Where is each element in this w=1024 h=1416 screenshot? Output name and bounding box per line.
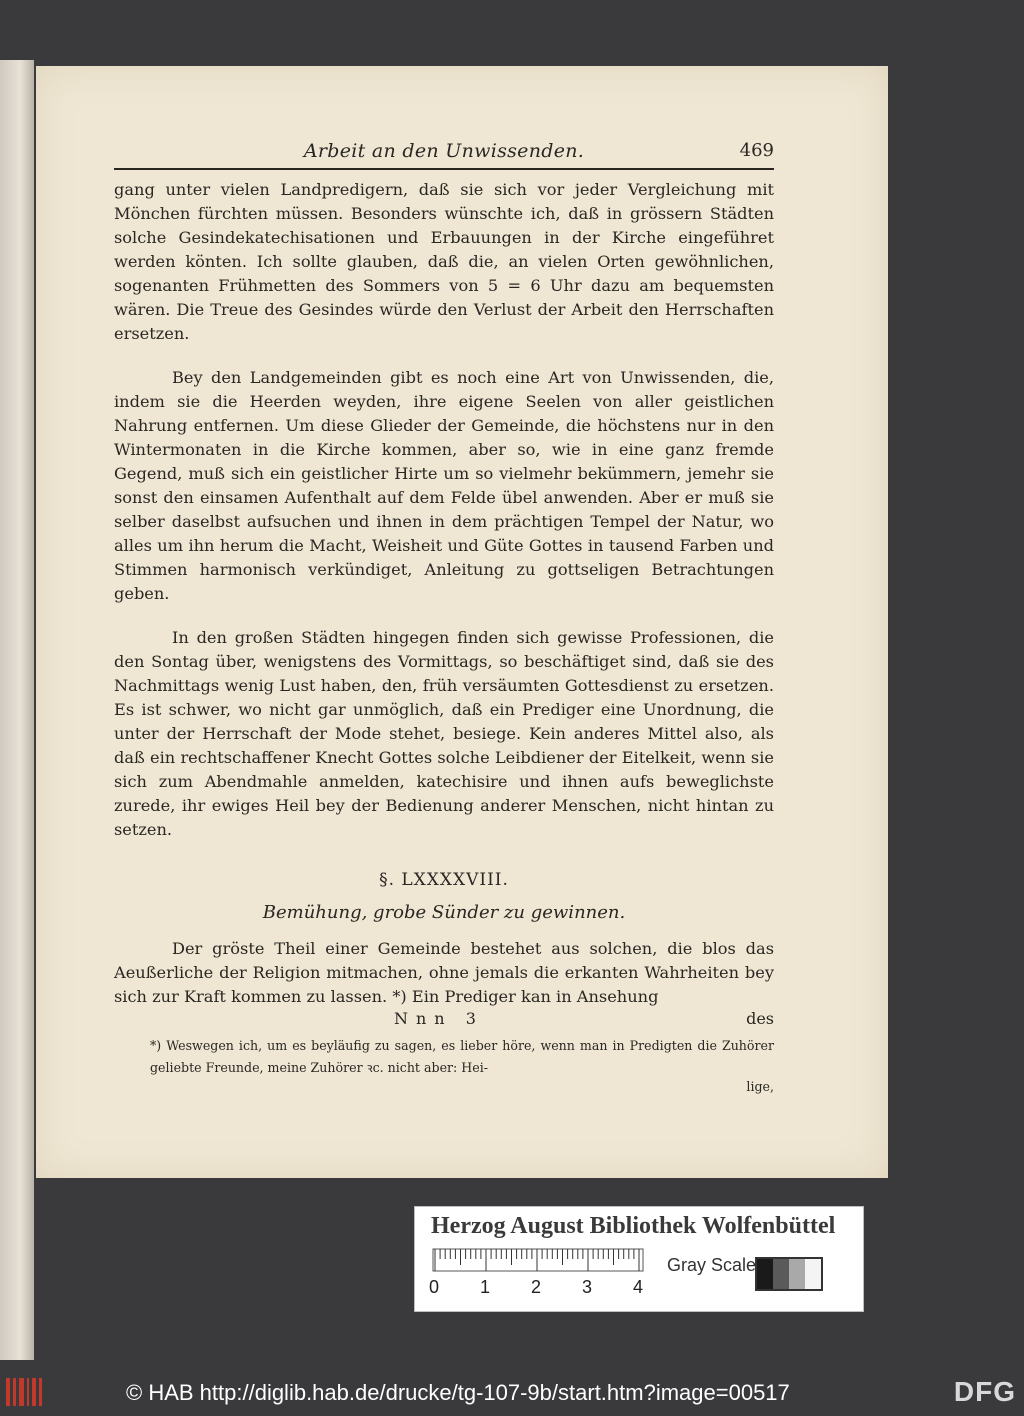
paragraph-continuation: gang unter vielen Landpredigern, daß sie sich vor jeder Vergleichung mit Mönchen fürchten müssen. Besonders wünschte ich, daß in grössern Städten solche Gesindekatechisationen und Erbauungen in der Kirche eingeführet werden könten. Ich sollte glauben, daß die, an vielen Orten gewöhnlichen, sogenanten Frühmetten des Sommers von 5 = 6 Uhr dazu am bequemsten wären. Die Treue des Gesindes würde den Verlust der Arbeit den Herrschaften ersetzen.	[114, 180, 774, 343]
scale-number: 4	[633, 1277, 644, 1297]
signature-line	[114, 1009, 774, 1033]
footnote: *) Weswegen ich, um es beyläufig zu sagen, es lieber höre, wenn man in Predigten die Zuhörer geliebte Freunde, meine Zuhörer ꝛc. nicht aber: Hei-	[150, 1038, 774, 1075]
paragraph-landgemeinden: Bey den Landgemeinden gibt es noch eine Art von Unwissenden, die, indem sie die Heerden weyden, ihre eigene Seelen von aller geistlichen Nahrung entfernen. Um diese Glieder der Gemeinde, die höchstens nur in den Wintermonaten in die Kirche kommen, aber so, wie in eine ganz fremde Gegend, muß sich ein geistlicher Hirte um so vielmehr bekümmern, jemehr sie sonst den einsamen Aufenthalt auf dem Felde übel anwenden. Aber er muß sie selber daselbst aufsuchen und ihnen in dem prächtigen Tempel der Natur, wo alles um ihn herum die Macht, Weisheit und Güte Gottes in tausend Farben und Stimmen harmonisch verkündiget, Anleitung zu gottseligen Betrachtungen geben.	[114, 368, 774, 603]
footer-copyright: © HAB http://diglib.hab.de/drucke/tg-107-9b/start.htm?image=00517	[126, 1380, 790, 1405]
ruler-scale	[429, 1249, 663, 1309]
page-header	[114, 140, 774, 170]
library-name: Herzog August Bibliothek Wolfenbüttel	[431, 1213, 836, 1239]
gray-swatch-cell	[773, 1259, 789, 1289]
catchword: des	[746, 1009, 774, 1028]
barcode-logo-icon	[6, 1378, 116, 1406]
running-title: Arbeit an den Unwissenden.	[303, 140, 585, 162]
signature-mark: Nnn 3	[394, 1009, 484, 1028]
page-text-block	[114, 140, 774, 1094]
paragraph-staedten: In den großen Städten hingegen finden sich gewisse Professionen, die den Sontag über, wenigstens des Vormittags, so beschäftiget sind, daß sie des Nachmittags wenig Lust haben, den, früh versäumten Gottesdienst zu ersetzen. Es ist schwer, wo nicht gar unmöglich, daß ein Prediger eine Unordnung, die unter der Herrschaft der Mode stehet, besiege. Kein anderes Mittel also, als daß ein rechtschaffener Knecht Gottes solche Leibdiener der Eitelkeit, wenn sie sich zum Abendmahle anmelden, katechisire und ihnen aufs beweglichste zurede, ihr ewiges Heil bey der Bedienung anderer Menschen, nicht hintan zu setzen.	[114, 628, 774, 839]
section-number: §. LXXXXVIII.	[379, 870, 509, 890]
section-paragraph: Der gröste Theil einer Gemeinde bestehet aus solchen, die blos das Aeußerliche der Religion mitmachen, ohne jemals die erkanten Wahrheiten bey sich zur Kraft kommen zu lassen. *) Ein Prediger kan in Ansehung	[114, 939, 774, 1006]
gray-swatch-cell	[757, 1259, 773, 1289]
library-scale-label	[414, 1206, 864, 1312]
scale-number: 1	[480, 1277, 491, 1297]
scale-number: 0	[429, 1277, 440, 1297]
section-title: Bemühung, grobe Sünder zu gewinnen.	[262, 902, 626, 923]
footnote-continuation: lige,	[746, 1079, 774, 1094]
footer-bar	[0, 1368, 1024, 1416]
scale-number: 3	[582, 1277, 593, 1297]
book-page	[36, 66, 888, 1178]
gray-swatch-cell	[805, 1259, 821, 1289]
scale-number: 2	[531, 1277, 542, 1297]
dfg-logo: DFG	[953, 1376, 1016, 1407]
page-number: 469	[739, 140, 774, 161]
previous-page-edge	[0, 60, 34, 1360]
gray-scale-swatch	[755, 1257, 823, 1291]
gray-scale-label: Gray Scale	[667, 1255, 757, 1275]
gray-swatch-cell	[789, 1259, 805, 1289]
